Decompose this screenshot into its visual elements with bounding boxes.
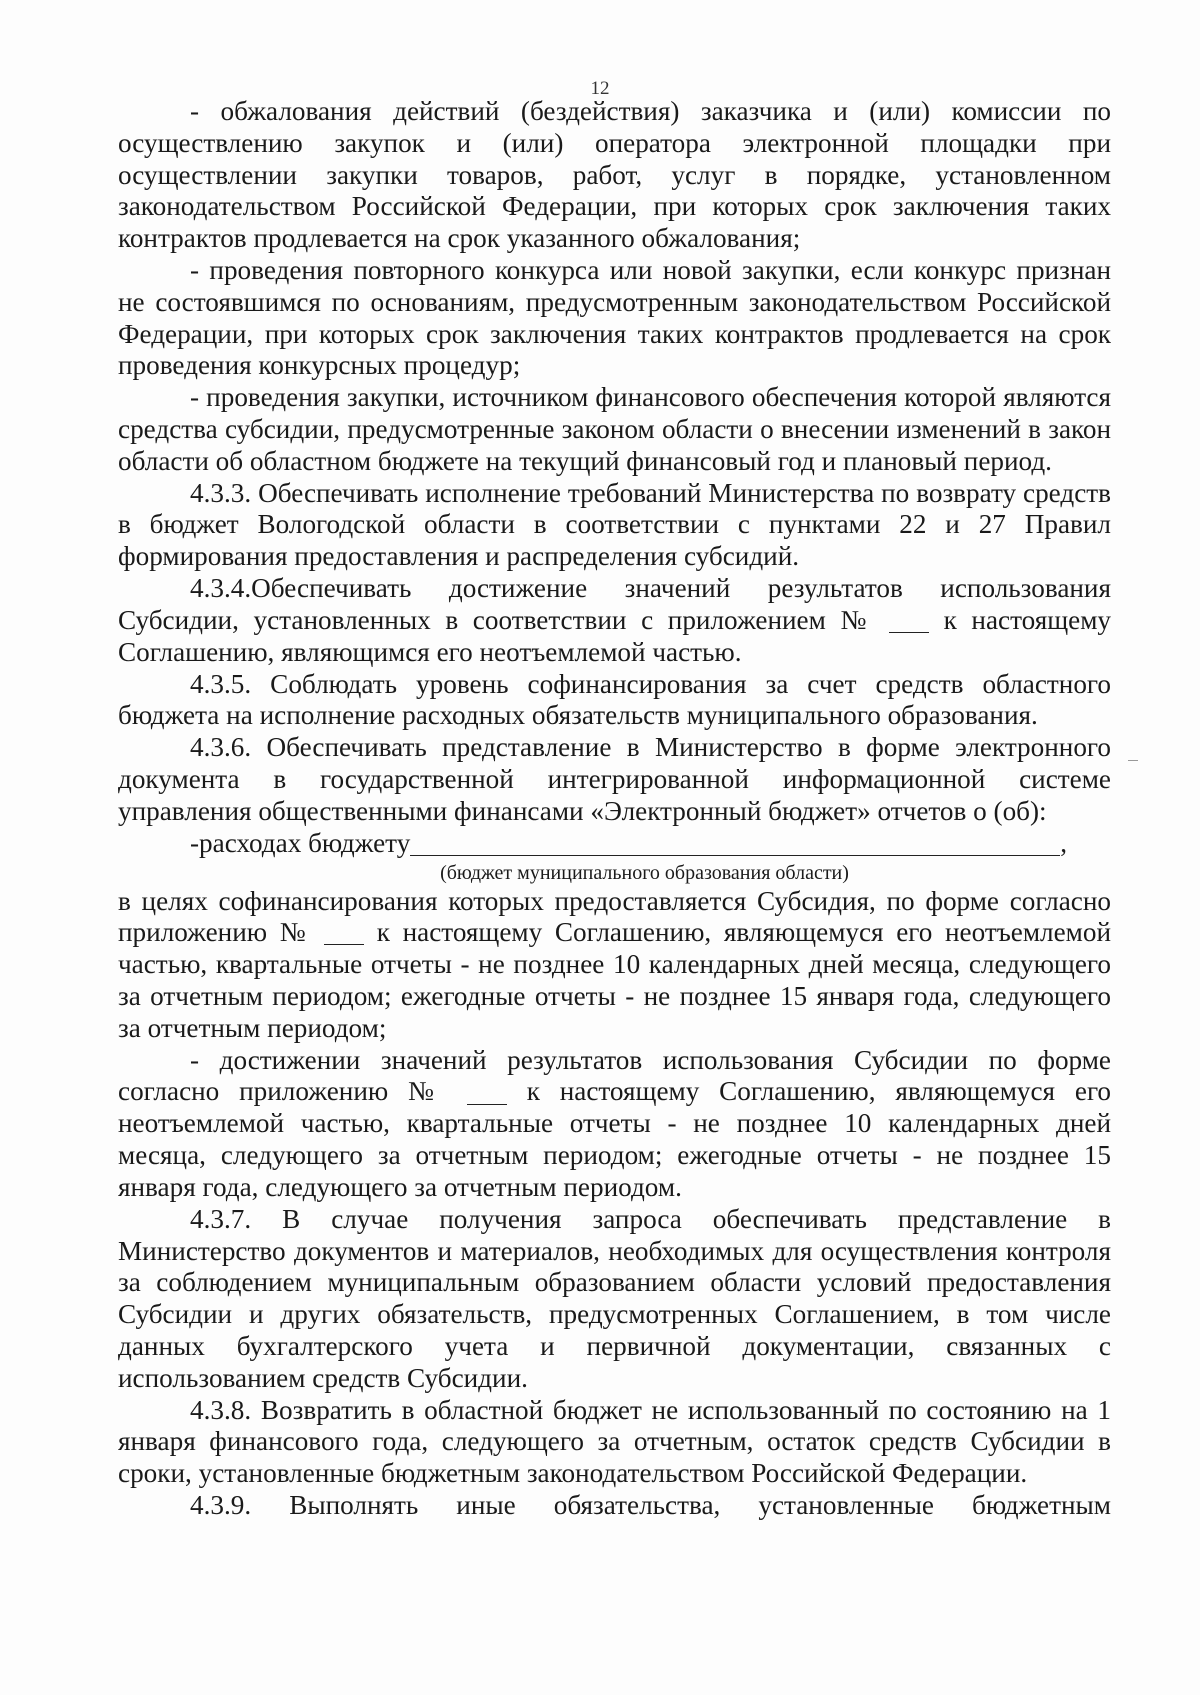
paragraph-cofinancing-text-b: к настоящему Соглашению, являющемуся его неотъемлемой частью, квартальные отчеты - не позднее 10 календарных дней месяца, следующего за отчетным периодом; ежегодные отчеты - не позднее 15 января года, следующего за отчетным периодом; bbox=[118, 917, 1112, 1043]
appendix-number-blank bbox=[889, 605, 929, 633]
paragraph-4-3-4 bbox=[118, 573, 1111, 669]
paragraph-repeat-tender: - проведения повторного конкурса или новой закупки, если конкурс признан не состоявшимся по основаниям, предусмотренным законодательством Российской Федерации, при которых срок заключения таких контрактов продлевается на срок проведения конкурсных процедур; bbox=[118, 254, 1111, 381]
paragraph-results-text-a: - достижении значений результатов использования Субсидии по форме согласно приложению № bbox=[118, 1044, 1111, 1107]
margin-mark bbox=[1128, 760, 1138, 761]
paragraph-4-3-9: 4.3.9. Выполнять иные обязательства, установленные бюджетным bbox=[190, 1490, 1111, 1521]
budget-caption: (бюджет муниципального образования области) bbox=[440, 861, 849, 884]
appendix-number-blank-2 bbox=[324, 917, 364, 945]
paragraph-results-text-b: к настоящему Соглашению, являющемуся его неотъемлемой частью, квартальные отчеты - не позднее 10 календарных дней месяца, следующего за отчетным периодом; ежегодные отчеты - не позднее 15 января года, следующего за отчетным периодом. bbox=[118, 1076, 1112, 1203]
paragraph-4-3-3: 4.3.3. Обеспечивать исполнение требований Министерства по возврату средств в бюджет Вологодской области в соответствии с пунктами 22 и 27 Правил формирования предоставления и распределения субсидий. bbox=[118, 477, 1111, 572]
paragraph-4-3-6: 4.3.6. Обеспечивать представление в Министерство в форме электронного документа в государственной интегрированной информационной системе управления общественными финансами «Электронный бюджет» отчетов о (об): bbox=[118, 732, 1111, 826]
paragraph-4-3-4-text-a: 4.3.4.Обеспечивать достижение значений результатов использования Субсидии, установленных в соответствии с приложением № bbox=[118, 572, 1111, 635]
paragraph-4-3-5: 4.3.5. Соблюдать уровень софинансирования за счет средств областного бюджета на исполнение расходных обязательств муниципального образования. bbox=[118, 668, 1111, 731]
paragraph-4-3-4-text-b: к настоящему Соглашению, являющимся его неотъемлемой частью. bbox=[118, 604, 1112, 667]
budget-expenses-line bbox=[118, 828, 1111, 860]
paragraph-cofinancing bbox=[118, 886, 1111, 1045]
paragraph-procurement: - проведения закупки, источником финансового обеспечения которой являются средства субсидии, предусмотренные законом области о внесении изменений в закон области об областном бюджете на текущий финансовый год и плановый период. bbox=[118, 382, 1111, 476]
paragraph-results bbox=[118, 1045, 1111, 1204]
budget-expenses-label: -расходах бюджету bbox=[190, 827, 411, 858]
page-number: 12 bbox=[590, 78, 610, 99]
appendix-number-blank-3 bbox=[467, 1076, 507, 1104]
paragraph-cofinancing-text-a: в целях софинансирования которых предоставляется Субсидия, по форме согласно приложению № bbox=[118, 885, 1111, 948]
paragraph-4-3-8: 4.3.8. Возвратить в областной бюджет не использованный по состоянию на 1 января финансового года, следующего за отчетным, остаток средств Субсидии в сроки, установленные бюджетным законодательством Российской Федерации. bbox=[118, 1394, 1111, 1489]
paragraph-appeal: - обжалования действий (бездействия) заказчика и (или) комиссии по осуществлению закупок и (или) оператора электронной площадки при осуществлении закупки товаров, работ, услуг в порядке, установленном законодательством Российской Федерации, при которых срок заключения таких контрактов продлевается на срок указанного обжалования; bbox=[118, 96, 1111, 254]
document-body bbox=[118, 96, 1111, 1522]
budget-comma: , bbox=[1060, 827, 1068, 858]
paragraph-4-3-7: 4.3.7. В случае получения запроса обеспечивать представление в Министерство документов и материалов, необходимых для осуществления контроля за соблюдением муниципальным образованием области условий предоставления Субсидии и других обязательств, предусмотренных Соглашением, в том числе данных бухгалтерского учета и первичной документации, связанных с использованием средств Субсидии. bbox=[118, 1203, 1111, 1393]
budget-name-blank bbox=[410, 828, 1060, 856]
